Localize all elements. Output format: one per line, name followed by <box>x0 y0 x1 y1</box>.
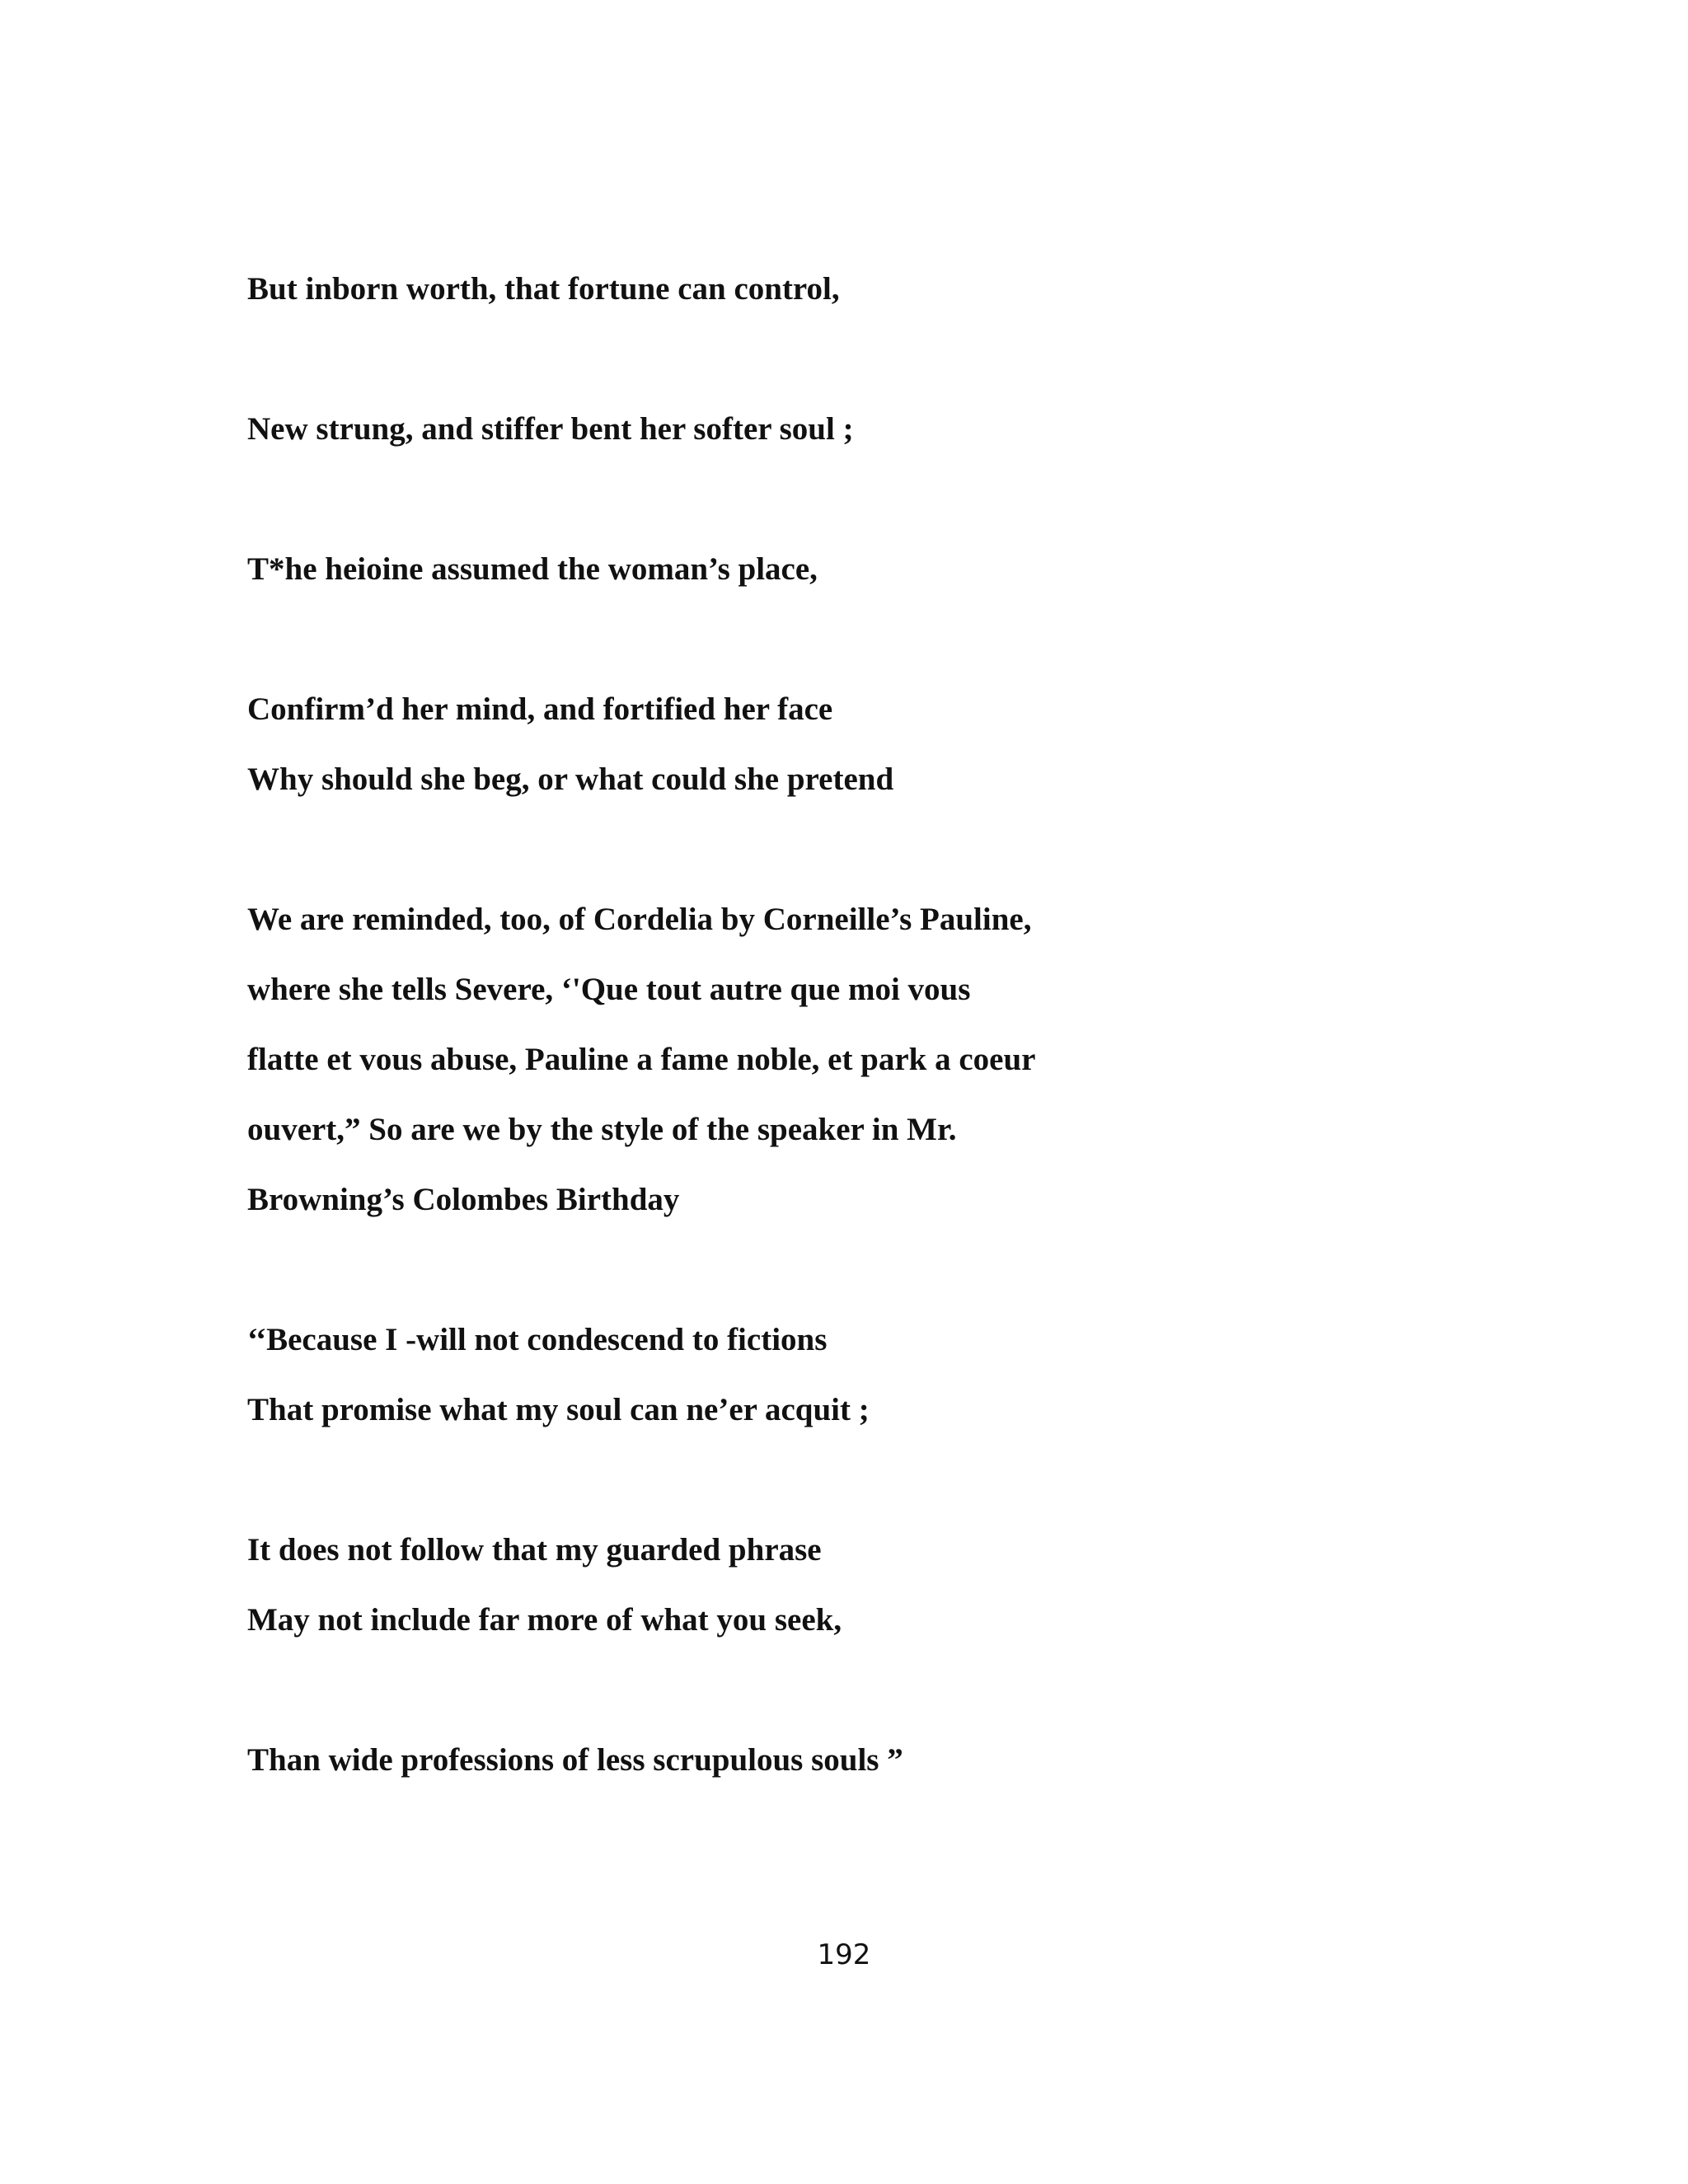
text-line: Than wide professions of less scrupulous souls ” <box>247 1742 903 1778</box>
page-number: 192 <box>817 1938 871 1971</box>
text-line: New strung, and stiffer bent her softer soul ; <box>247 411 854 447</box>
text-line: T*he heioine assumed the woman’s place, <box>247 551 818 587</box>
text-line: That promise what my soul can ne’er acquit ; <box>247 1392 870 1427</box>
text-line: It does not follow that my guarded phrase <box>247 1532 822 1568</box>
text-line: Confirm’d her mind, and fortified her face <box>247 691 833 727</box>
text-line: Why should she beg, or what could she pretend <box>247 762 894 797</box>
text-line: ouvert,” So are we by the style of the speaker in Mr. <box>247 1112 957 1147</box>
text-line: Browning’s Colombes Birthday <box>247 1182 680 1217</box>
text-line: ‘‘Because I -will not condescend to fictions <box>247 1322 828 1357</box>
text-line: May not include far more of what you seek, <box>247 1602 842 1638</box>
text-line: where she tells Severe, ‘'Que tout autre que moi vous <box>247 972 971 1007</box>
text-line: flatte et vous abuse, Pauline a fame noble, et park a coeur <box>247 1042 1036 1077</box>
text-line: But inborn worth, that fortune can control, <box>247 271 840 307</box>
text-line: We are reminded, too, of Cordelia by Corneille’s Pauline, <box>247 902 1032 937</box>
